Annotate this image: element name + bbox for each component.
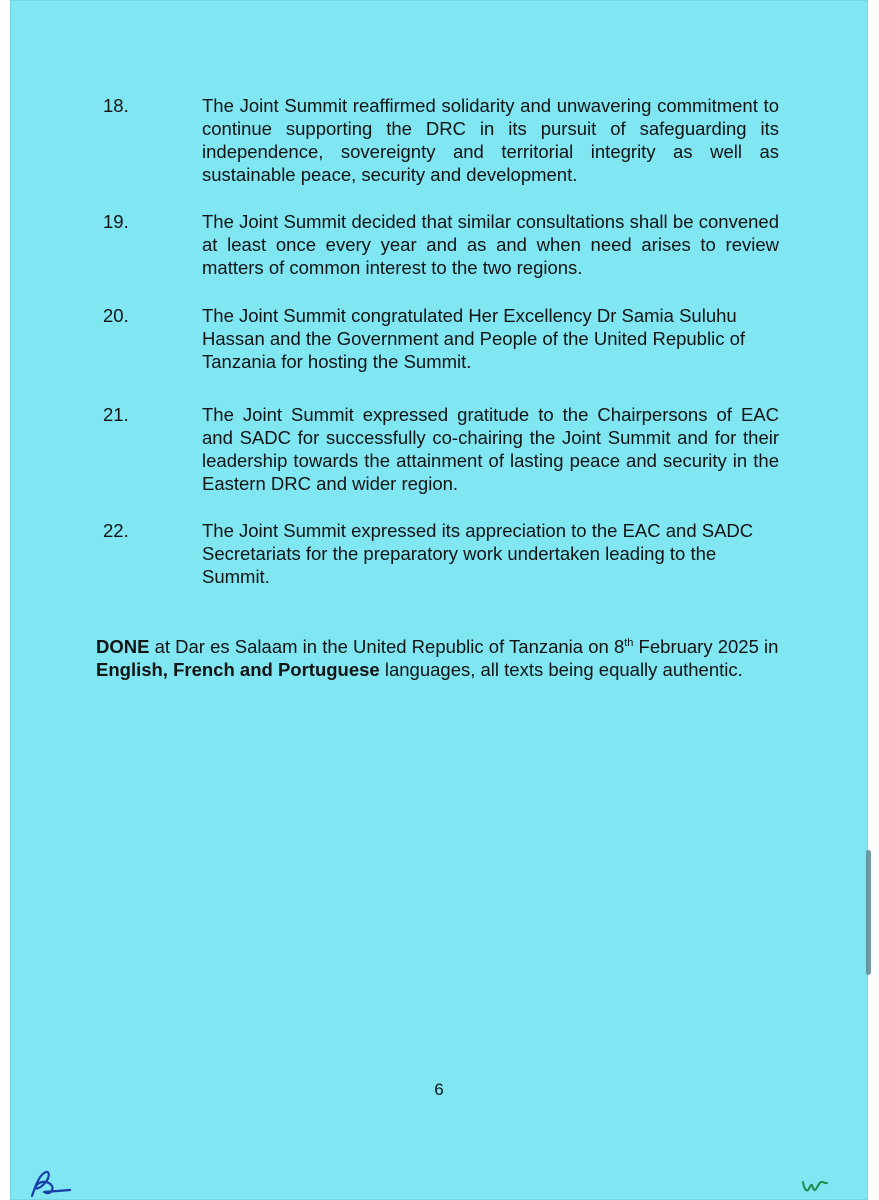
- paragraph-text: The Joint Summit expressed gratitude to the Chairpersons of EAC and SADC for successfully co-chairing the Joint Summit and for their leadership towards the attainment of lasting peace and security in the Eastern DRC and wider region.: [202, 404, 779, 494]
- paragraph-number: 22.: [103, 520, 129, 541]
- closing-text-part3: languages, all texts being equally authentic.: [379, 659, 743, 680]
- paragraph-text: The Joint Summit congratulated Her Excellency Dr Samia Suluhu Hassan and the Government and People of the United Republic of Tanzania for hosting the Summit.: [202, 305, 746, 372]
- initials-left-icon: [24, 1166, 74, 1200]
- paragraph-text: The Joint Summit decided that similar consultations shall be convened at least once every year and as and when need arises to review matters of common interest to the two regions.: [202, 211, 779, 278]
- paragraph-number: 20.: [103, 305, 129, 326]
- date-ordinal-suffix: th: [624, 636, 634, 649]
- done-label: DONE: [96, 636, 150, 657]
- closing-text-part1: at Dar es Salaam in the United Republic of Tanzania on 8: [149, 636, 625, 657]
- document-page: [10, 0, 868, 1200]
- paragraph-number: 21.: [103, 404, 129, 425]
- languages: English, French and Portuguese: [96, 659, 380, 680]
- paragraph-number: 18.: [103, 95, 129, 116]
- scrollbar-thumb[interactable]: [866, 850, 871, 975]
- page-number: 6: [434, 1080, 444, 1099]
- initials-right-icon: [800, 1176, 830, 1196]
- paragraph-text: The Joint Summit expressed its appreciation to the EAC and SADC Secretariats for the preparatory work undertaken leading to the Summit.: [202, 520, 754, 587]
- paragraph-text: The Joint Summit reaffirmed solidarity and unwavering commitment to continue supporting the DRC in its pursuit of safeguarding its independence, sovereignty and territorial integrity as well as sustainable peace, security and development.: [202, 95, 779, 185]
- paragraph-number: 19.: [103, 211, 129, 232]
- closing-statement: [96, 635, 786, 681]
- closing-text-part2: February 2025 in: [633, 636, 779, 657]
